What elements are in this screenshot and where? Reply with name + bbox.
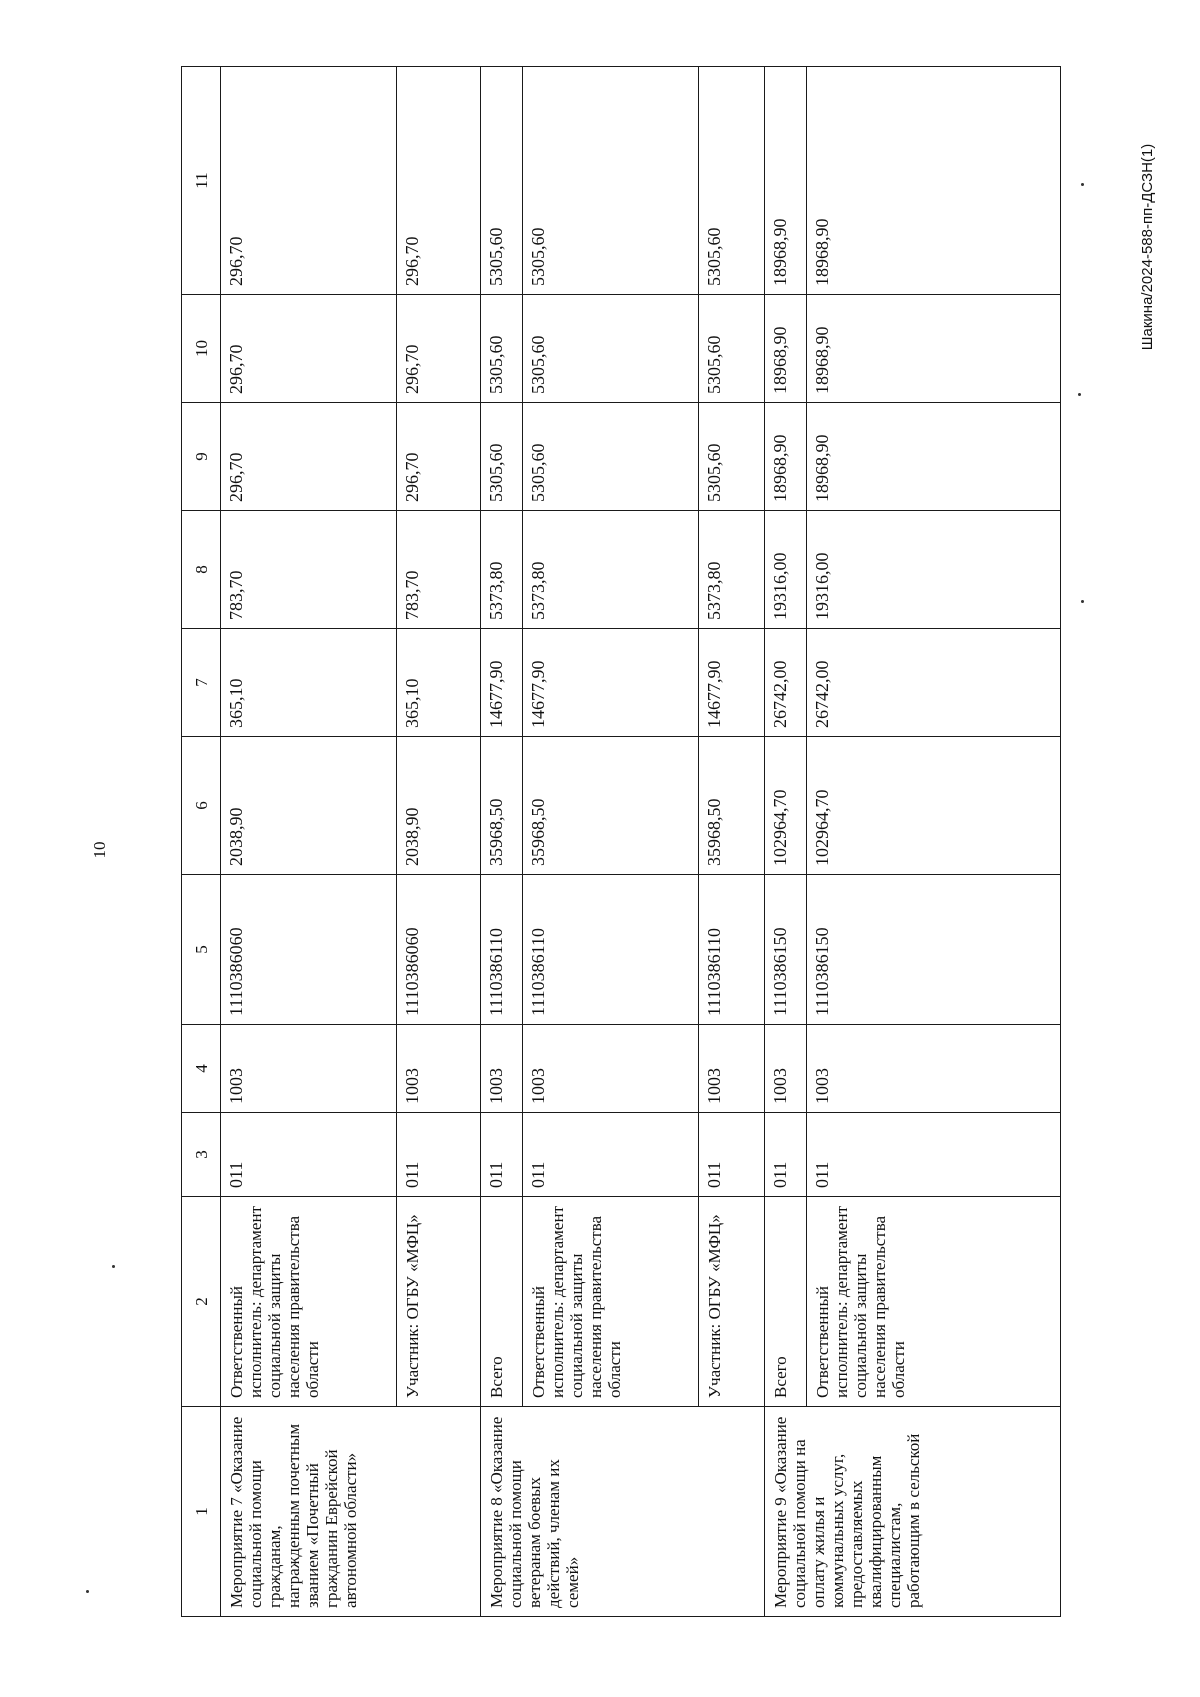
- amount-cell: 35968,50: [481, 737, 523, 875]
- column-header: 3: [182, 1113, 221, 1197]
- target-article-cell: 1110386110: [523, 875, 699, 1025]
- amount-cell: 783,70: [221, 511, 397, 629]
- table-row: [807, 67, 1061, 1617]
- column-header: 7: [182, 629, 221, 737]
- amount-cell: 2038,90: [397, 737, 481, 875]
- amount-cell: 5305,60: [523, 295, 699, 403]
- amount-cell: 19316,00: [807, 511, 1061, 629]
- amount-cell: 5305,60: [523, 67, 699, 295]
- column-header: 8: [182, 511, 221, 629]
- admin-code-cell: 011: [397, 1113, 481, 1197]
- table-row: [765, 67, 807, 1617]
- participant-cell: Всего: [481, 1197, 523, 1407]
- admin-code-cell: 011: [699, 1113, 765, 1197]
- scan-speck: [112, 1265, 115, 1268]
- column-header: 10: [182, 295, 221, 403]
- participant-cell: Ответственный исполнитель: департамент социальной защиты населения правительства области: [523, 1197, 699, 1407]
- amount-cell: 5305,60: [699, 295, 765, 403]
- participant-cell: Участник: ОГБУ «МФЦ»: [699, 1197, 765, 1407]
- column-header: 4: [182, 1025, 221, 1113]
- amount-cell: 296,70: [221, 403, 397, 511]
- amount-cell: 19316,00: [765, 511, 807, 629]
- amount-cell: 5305,60: [481, 403, 523, 511]
- target-article-cell: 1110386110: [699, 875, 765, 1025]
- amount-cell: 5373,80: [523, 511, 699, 629]
- amount-cell: 365,10: [397, 629, 481, 737]
- section-code-cell: 1003: [221, 1025, 397, 1113]
- table-row: [397, 67, 481, 1617]
- section-code-cell: 1003: [397, 1025, 481, 1113]
- table-row: [699, 67, 765, 1617]
- page-number: 10: [90, 841, 109, 859]
- amount-cell: 5305,60: [481, 295, 523, 403]
- amount-cell: 18968,90: [765, 67, 807, 295]
- admin-code-cell: 011: [807, 1113, 1061, 1197]
- participant-cell: Всего: [765, 1197, 807, 1407]
- target-article-cell: 1110386150: [765, 875, 807, 1025]
- amount-cell: 5305,60: [699, 403, 765, 511]
- column-number-row: [182, 67, 221, 1617]
- amount-cell: 296,70: [397, 295, 481, 403]
- document-code: Шакина/2024-588-пп-ДСЗН(1): [1139, 143, 1156, 351]
- target-article-cell: 1110386110: [481, 875, 523, 1025]
- column-header: 1: [182, 1407, 221, 1617]
- amount-cell: 35968,50: [523, 737, 699, 875]
- amount-cell: 5373,80: [481, 511, 523, 629]
- amount-cell: 5305,60: [481, 67, 523, 295]
- amount-cell: 296,70: [221, 67, 397, 295]
- amount-cell: 296,70: [397, 403, 481, 511]
- section-code-cell: 1003: [807, 1025, 1061, 1113]
- amount-cell: 14677,90: [523, 629, 699, 737]
- section-code-cell: 1003: [523, 1025, 699, 1113]
- participant-cell: Ответственный исполнитель: департамент социальной защиты населения правительства области: [221, 1197, 397, 1407]
- amount-cell: 296,70: [221, 295, 397, 403]
- amount-cell: 14677,90: [481, 629, 523, 737]
- admin-code-cell: 011: [523, 1113, 699, 1197]
- table-row: [523, 67, 699, 1617]
- target-article-cell: 1110386060: [397, 875, 481, 1025]
- participant-cell: Ответственный исполнитель: департамент социальной защиты населения правительства области: [807, 1197, 1061, 1407]
- target-article-cell: 1110386150: [807, 875, 1061, 1025]
- admin-code-cell: 011: [765, 1113, 807, 1197]
- column-header: 9: [182, 403, 221, 511]
- amount-cell: 26742,00: [807, 629, 1061, 737]
- amount-cell: 5305,60: [699, 67, 765, 295]
- admin-code-cell: 011: [221, 1113, 397, 1197]
- amount-cell: 14677,90: [699, 629, 765, 737]
- amount-cell: 365,10: [221, 629, 397, 737]
- scan-speck: [1078, 393, 1081, 396]
- column-header: 5: [182, 875, 221, 1025]
- section-code-cell: 1003: [765, 1025, 807, 1113]
- amount-cell: 783,70: [397, 511, 481, 629]
- measure-name-cell: Мероприятие 9 «Оказание социальной помощи на оплату жилья и коммунальных услуг, предоставляемых квалифицированным специалистам, работающим в сельской: [765, 1407, 1061, 1617]
- amount-cell: 5373,80: [699, 511, 765, 629]
- amount-cell: 18968,90: [807, 295, 1061, 403]
- rotated-table-container: [181, 67, 1061, 1617]
- column-header: 11: [182, 67, 221, 295]
- table-row: [221, 67, 397, 1617]
- measure-name-cell: Мероприятие 8 «Оказание социальной помощи ветеранам боевых действий, членам их семей»: [481, 1407, 765, 1617]
- amount-cell: 102964,70: [765, 737, 807, 875]
- amount-cell: 18968,90: [807, 403, 1061, 511]
- amount-cell: 18968,90: [765, 295, 807, 403]
- amount-cell: 296,70: [397, 67, 481, 295]
- amount-cell: 18968,90: [807, 67, 1061, 295]
- scan-speck: [86, 1590, 89, 1593]
- target-article-cell: 1110386060: [221, 875, 397, 1025]
- amount-cell: 35968,50: [699, 737, 765, 875]
- amount-cell: 102964,70: [807, 737, 1061, 875]
- scan-speck: [1081, 600, 1084, 603]
- admin-code-cell: 011: [481, 1113, 523, 1197]
- measure-name-cell: Мероприятие 7 «Оказание социальной помощи гражданам, награжденным почетным званием «Почетный гражданин Еврейской автономной области»: [221, 1407, 481, 1617]
- budget-table: [181, 66, 1061, 1617]
- amount-cell: 5305,60: [523, 403, 699, 511]
- amount-cell: 2038,90: [221, 737, 397, 875]
- amount-cell: 18968,90: [765, 403, 807, 511]
- column-header: 2: [182, 1197, 221, 1407]
- section-code-cell: 1003: [699, 1025, 765, 1113]
- amount-cell: 26742,00: [765, 629, 807, 737]
- participant-cell: Участник: ОГБУ «МФЦ»: [397, 1197, 481, 1407]
- section-code-cell: 1003: [481, 1025, 523, 1113]
- column-header: 6: [182, 737, 221, 875]
- scan-speck: [1081, 183, 1084, 186]
- table-row: [481, 67, 523, 1617]
